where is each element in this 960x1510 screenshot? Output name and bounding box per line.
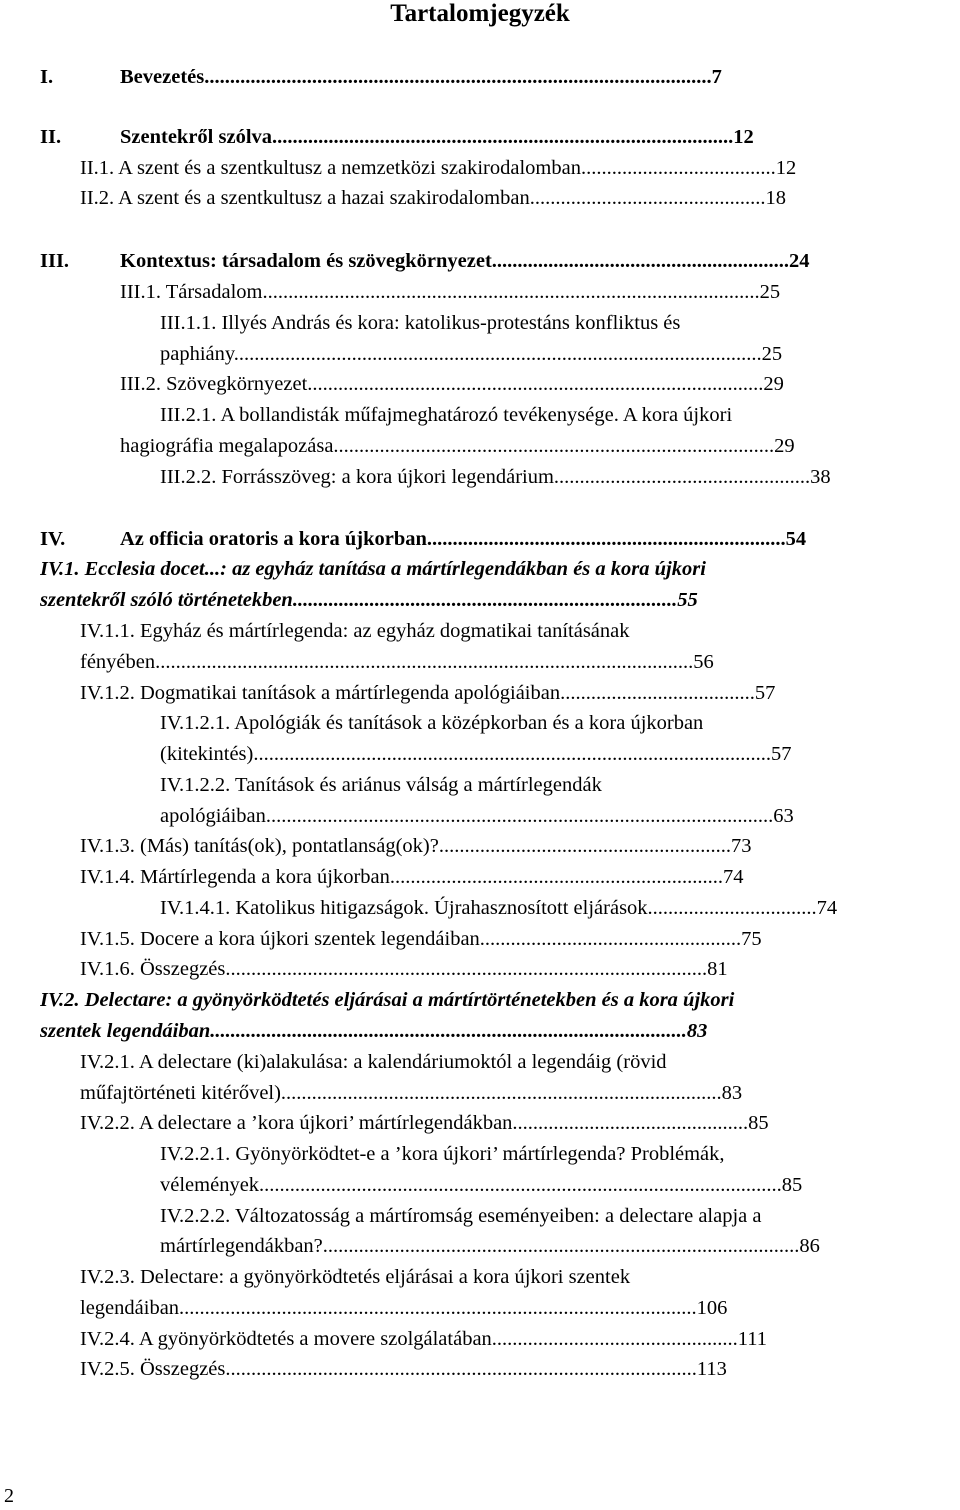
toc-entry: IV.1.2.2. Tanítások és ariánus válság a mártírlegendák	[160, 774, 602, 796]
page-number: 2	[4, 1485, 14, 1507]
toc-entry: III.1.1. Illyés András és kora: katolikus-protestáns konfliktus és	[160, 312, 681, 334]
toc-entry: Kontextus: társadalom és szövegkörnyezet..........................................................24	[120, 250, 810, 272]
toc-entry: IV.1.2. Dogmatikai tanítások a mártírlegenda apológiáiban......................................57	[80, 682, 776, 704]
toc-entry: szentek legendáiban.............................................................................................83	[40, 1020, 708, 1042]
toc-entry: IV.2.3. Delectare: a gyönyörködtetés eljárásai a kora újkori szentek	[80, 1266, 631, 1288]
toc-entry: mártírlegendákban?.............................................................................................86	[160, 1235, 820, 1257]
toc-entry: IV.1.6. Összegzés..............................................................................................81	[80, 958, 728, 980]
toc-entry: IV.2.2.1. Gyönyörködtet-e a ’kora újkori’ mártírlegenda? Problémák,	[160, 1143, 725, 1165]
toc-entry: Az officia oratoris a kora újkorban......................................................................54	[120, 528, 807, 550]
toc-entry: Szentekről szólva..........................................................................................12	[120, 126, 754, 148]
toc-entry: hagiográfia megalapozása......................................................................................29	[120, 435, 795, 457]
toc-entry: IV.2. Delectare: a gyönyörködtetés eljárásai a mártírtörténetekben és a kora újkori	[40, 989, 735, 1011]
toc-entry: apológiáiban...................................................................................................63	[160, 805, 794, 827]
toc-entry: III.	[40, 250, 70, 272]
toc-entry: IV.1.4. Mártírlegenda a kora újkorban.................................................................74	[80, 866, 744, 888]
toc-entry: IV.2.1. A delectare (ki)alakulása: a kalendáriumoktól a legendáig (rövid	[80, 1051, 667, 1073]
toc-entry: IV.1.1. Egyház és mártírlegenda: az egyház dogmatikai tanításának	[80, 620, 630, 642]
toc-entry: II.2. A szent és a szentkultusz a hazai szakirodalomban..............................................18	[80, 187, 786, 209]
toc-entry: IV.1.3. (Más) tanítás(ok), pontatlanság(ok)?.........................................................73	[80, 835, 752, 857]
toc-entry: III.2.1. A bollandisták műfajmeghatározó tevékenysége. A kora újkori	[160, 404, 733, 426]
toc-entry: paphiány.......................................................................................................25	[160, 343, 783, 365]
toc-entry: IV.2.2. A delectare a ’kora újkori’ mártírlegendákban..............................................85	[80, 1112, 769, 1134]
toc-entry: műfajtörténeti kitérővel)......................................................................................83	[80, 1082, 743, 1104]
toc-entry: III.1. Társadalom.................................................................................................25	[120, 281, 781, 303]
toc-entry: fényében.........................................................................................................56	[80, 651, 714, 673]
toc-entry: IV.2.2.2. Változatosság a mártíromság eseményeiben: a delectare alapja a	[160, 1205, 762, 1227]
toc-entry: IV.	[40, 528, 66, 550]
toc-entry: I.	[40, 66, 54, 88]
toc-entry: IV.1.4.1. Katolikus hitigazságok. Újrahasznosított eljárások.................................74	[160, 897, 838, 919]
toc-entry: IV.1.2.1. Apológiák és tanítások a középkorban és a kora újkorban	[160, 712, 704, 734]
toc-entry: III.2.2. Forrásszöveg: a kora újkori legendárium..................................................38	[160, 466, 831, 488]
toc-entry: III.2. Szövegkörnyezet.........................................................................................29	[120, 373, 784, 395]
toc-entry: IV.1.5. Docere a kora újkori szentek legendáiban...................................................75	[80, 928, 762, 950]
toc-entry: IV.2.4. A gyönyörködtetés a movere szolgálatában................................................111	[80, 1328, 768, 1350]
toc-entry: vélemények......................................................................................................85	[160, 1174, 803, 1196]
toc-entry: IV.1. Ecclesia docet...: az egyház tanítása a mártírlegendákban és a kora újkori	[40, 558, 706, 580]
toc-entry: szentekről szóló történetekben...........................................................................55	[40, 589, 698, 611]
toc-entry: legendáiban.....................................................................................................106	[80, 1297, 728, 1319]
toc-entry: IV.2.5. Összegzés............................................................................................113	[80, 1358, 727, 1380]
toc-entry: II.	[40, 126, 62, 148]
page-title: Tartalomjegyzék	[390, 0, 570, 27]
toc-entry: (kitekintés).....................................................................................................57	[160, 743, 792, 765]
toc-entry: Bevezetés...................................................................................................7	[120, 66, 722, 88]
toc-entry: II.1. A szent és a szentkultusz a nemzetközi szakirodalomban......................................12	[80, 157, 797, 179]
